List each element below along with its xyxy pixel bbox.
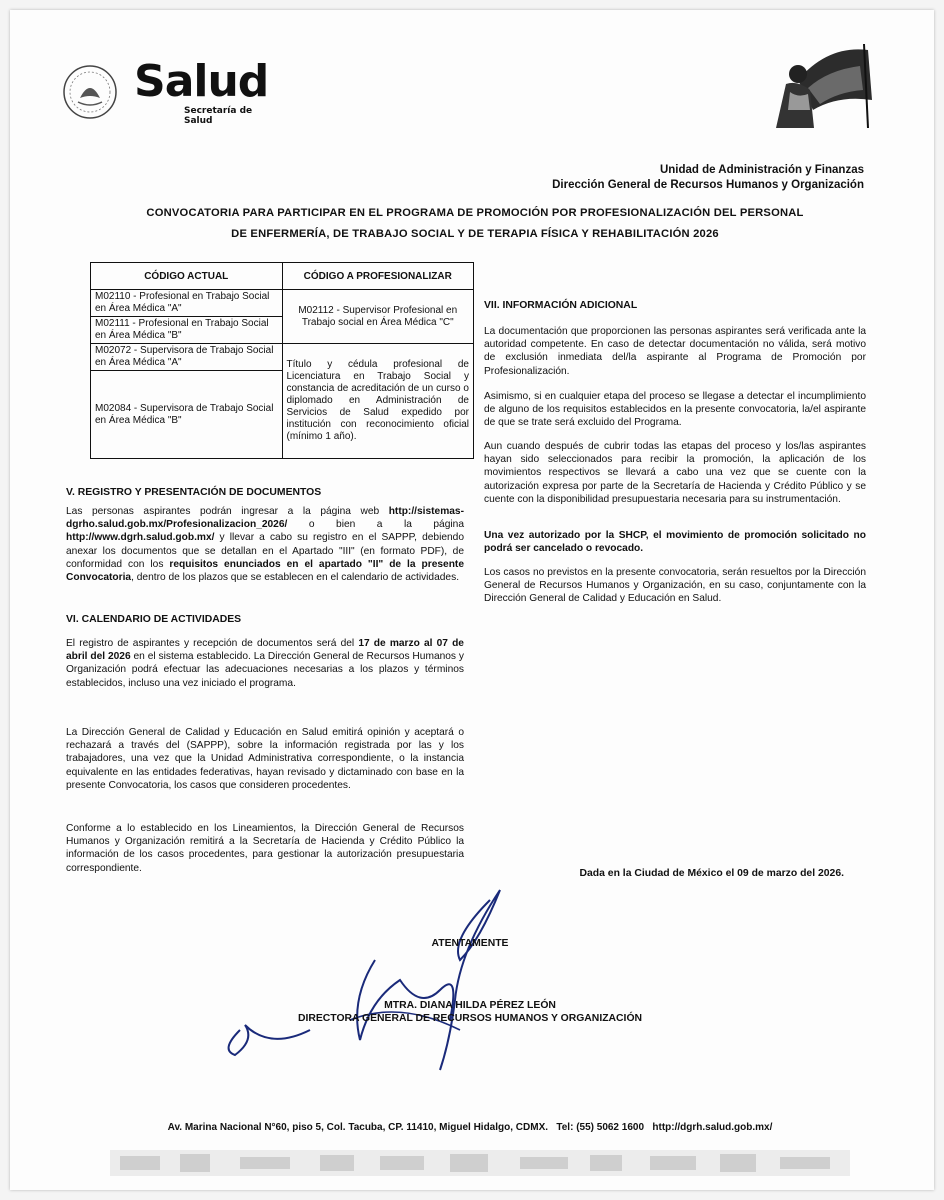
unit-header: Unidad de Administración y Finanzas xyxy=(659,164,864,176)
handwritten-signature xyxy=(200,880,560,1080)
section-7-paragraph-4: Una vez autorizado por la SHCP, el movimiento de promoción solicitado no podrá ser cancelado o revocado. xyxy=(484,530,866,555)
section-7-paragraph-1: La documentación que proporcionen las personas aspirantes será verificada ante la autoridad competente. En caso de detectar documentación no válida, será motivo de exclusión inmediata del/la aspirante al Programa de Promoción por Profesionalización. xyxy=(484,326,866,377)
signatory-position: DIRECTORA GENERAL DE RECURSOS HUMANOS Y ORGANIZACIÓN xyxy=(297,1013,643,1024)
section-6-paragraph-3: Conforme a lo establecido en los Lineamientos, la Dirección General de Recursos Humanos y Organización remitirá a la Secretaría de Hacienda y Crédito Público la información de los casos procedentes, para gestionar la autorización presupuestaria correspondiente. xyxy=(66,823,464,874)
section-5-text-b: o bien a la página xyxy=(287,519,464,531)
section-5-heading: V. REGISTRO Y PRESENTACIÓN DE DOCUMENTOS xyxy=(66,487,322,498)
registration-dates: 17 de marzo al 07 de abril del 2026 xyxy=(66,638,464,663)
table-row: M02111 - Profesional en Trabajo Social en Área Médica "B" xyxy=(91,317,283,344)
section-6-text-b: en el sistema establecido. La Dirección General de Recursos Humanos y Organización podrá efectuar las adecuaciones necesarias a los plazos y términos establecidos, incluso una vez iniciado el programa. xyxy=(66,651,464,689)
footer-url[interactable]: http://dgrh.salud.gob.mx/ xyxy=(652,1122,773,1133)
table-row: M02110 - Profesional en Trabajo Social en Área Médica "A" xyxy=(91,290,283,317)
target-code-cell: M02112 - Supervisor Profesional en Trabajo social en Área Médica "C" xyxy=(282,290,474,344)
document-title-line2: DE ENFERMERÍA, DE TRABAJO SOCIAL Y DE TERAPIA FÍSICA Y REHABILITACIÓN 2026 xyxy=(231,228,719,240)
table-header-target: CÓDIGO A PROFESIONALIZAR xyxy=(282,263,474,290)
footer-phone: Tel: (55) 5062 1600 xyxy=(556,1122,645,1133)
requirement-cell: Título y cédula profesional de Licenciatura en Trabajo Social y constancia de acreditación de un curso o diplomado en Administración de Servicios de Salud expedido por institución con reconocimiento oficial (mínimo 1 año). xyxy=(282,344,474,459)
dgrh-link[interactable]: http://www.dgrh.salud.gob.mx/ xyxy=(66,532,215,544)
footer-address: Av. Marina Nacional N°60, piso 5, Col. Tacuba, CP. 11410, Miguel Hidalgo, CDMX. xyxy=(167,1122,549,1133)
atentamente: ATENTAMENTE xyxy=(431,938,509,949)
signatory-name: MTRA. DIANA HILDA PÉREZ LEÓN xyxy=(384,1000,556,1011)
document-title-line1: CONVOCATORIA PARA PARTICIPAR EN EL PROGRAMA DE PROMOCIÓN POR PROFESIONALIZACIÓN DEL PERSONAL xyxy=(146,207,804,219)
table-row: M02084 - Supervisora de Trabajo Social en Área Médica "B" xyxy=(91,371,283,459)
section-7-paragraph-3: Aun cuando después de cubrir todas las etapas del proceso y los/las aspirantes hayan sido seleccionados para recibir la promoción, la aplicación de los movimientos respectivos se llevará a cabo una vez que se cuente con la autorización expresa por parte de la Secretaría de Hacienda y Crédito Público y se cuente con la disponibilidad presupuestaria necesaria para su instrumentación. xyxy=(484,441,866,505)
table-header-current: CÓDIGO ACTUAL xyxy=(91,263,283,290)
section-6-heading: VI. CALENDARIO DE ACTIVIDADES xyxy=(66,614,242,625)
flag-woman-emblem-icon xyxy=(768,40,878,130)
section-5-text-c: y llevar a cabo su registro en el SAPPP, debiendo anexar los documentos que se detallan en el Apartado "III" (en formato PDF), de conformidad con los xyxy=(66,532,464,570)
section-6-text-a: El registro de aspirantes y recepción de documentos será del xyxy=(66,638,359,649)
section-5-paragraph xyxy=(66,505,464,584)
section-7-heading: VII. INFORMACIÓN ADICIONAL xyxy=(484,300,638,311)
logo-title: Salud xyxy=(134,56,269,107)
section-7-paragraph-5: Los casos no previstos en la presente convocatoria, serán resueltos por la Dirección General de Recursos Humanos y Organización, en su caso, conjuntamente con la Dirección General de Calidad y Educación en Salud. xyxy=(484,567,866,605)
salud-logo xyxy=(62,56,269,126)
direction-header: Dirección General de Recursos Humanos y Organización xyxy=(552,179,864,191)
decorative-footer-band xyxy=(110,1150,850,1176)
section-7-paragraph-2: Asimismo, si en cualquier etapa del proceso se llegase a detectar el incumplimiento de alguno de los requisitos establecidos en la presente convocatoria, la/el aspirante de que se trate será excluido del Programa. xyxy=(484,391,866,429)
issue-date: Dada en la Ciudad de México el 09 de marzo del 2026. xyxy=(579,868,844,879)
table-row: M02072 - Supervisora de Trabajo Social en Área Médica "A" xyxy=(91,344,283,371)
section-5-text-a: Las personas aspirantes podrán ingresar a la página web xyxy=(66,506,389,517)
section-6-paragraph-1 xyxy=(66,637,464,690)
codes-table xyxy=(90,262,474,459)
section-5-bold: requisitos enunciados en el apartado "II" de la presente Convocatoria xyxy=(66,558,464,584)
logo-subtitle: Secretaría de Salud xyxy=(184,106,253,126)
section-6-paragraph-2: La Dirección General de Calidad y Educación en Salud emitirá opinión y aceptará o rechazará a través del (SAPPP), sobre la información registrada por las y los trabajadores, una vez que la Unidad Administrativa correspondiente, o la instancia equivalente en las entidades federativas, hayan revisado y dictaminado con base en la presente Convocatoria, los casos que consideren procedentes. xyxy=(66,727,464,791)
sistemas-link[interactable]: http://sistemas-dgrho.salud.gob.mx/Profesionalizacion_2026/ xyxy=(66,506,464,531)
section-5-text-d: , dentro de los plazos que se establecen en el calendario de actividades. xyxy=(131,572,460,584)
national-seal-icon xyxy=(62,64,118,120)
footer xyxy=(60,1122,880,1133)
